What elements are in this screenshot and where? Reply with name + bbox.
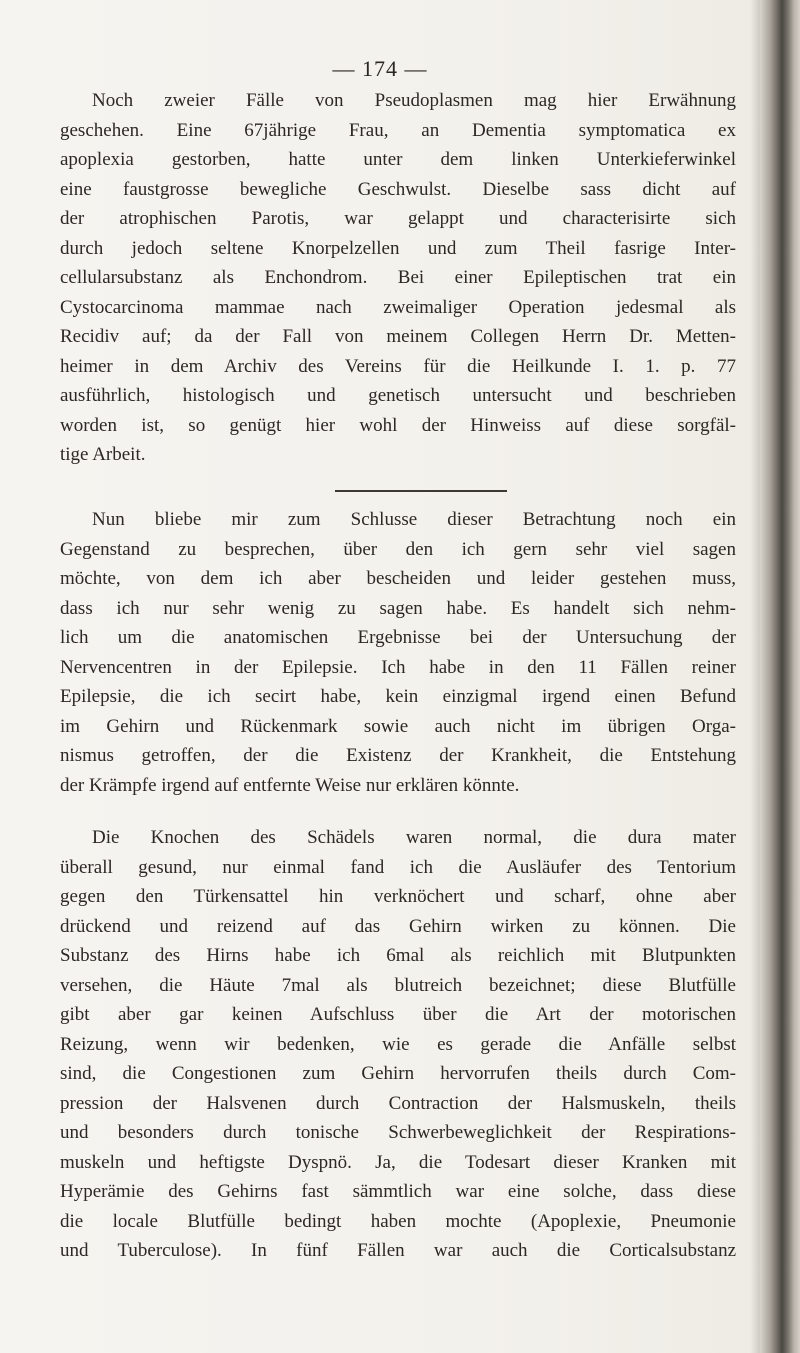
text-line: heimer in dem Archiv des Vereins für die Heilkunde I. 1. p. 77 bbox=[60, 355, 736, 377]
text-line: pression der Halsvenen durch Contraction der Halsmuskeln, theils bbox=[60, 1092, 736, 1114]
text-line: durch jedoch seltene Knorpelzellen und zum Theil fasrige Inter- bbox=[60, 237, 736, 259]
text-line: apoplexia gestorben, hatte unter dem linken Unterkieferwinkel bbox=[60, 149, 736, 170]
text-line: überall gesund, nur einmal fand ich die Ausläufer des Tentorium bbox=[60, 856, 736, 878]
text-line: Die Knochen des Schädels waren normal, die dura mater bbox=[92, 827, 736, 848]
text-line: Cystocarcinoma mammae nach zweimaliger Operation jedesmal als bbox=[60, 296, 736, 318]
page-number-header: — 174 — bbox=[332, 56, 428, 81]
text-line: im Gehirn und Rückenmark sowie auch nicht im übrigen Orga- bbox=[60, 715, 736, 737]
text-line: dass ich nur sehr wenig zu sagen habe. Es handelt sich nehm- bbox=[60, 597, 736, 619]
text-line: Substanz des Hirns habe ich 6mal als reichlich mit Blutpunkten bbox=[60, 945, 736, 966]
text-line: Reizung, wenn wir bedenken, wie es gerade die Anfälle selbst bbox=[60, 1033, 736, 1055]
text-line: Gegenstand zu besprechen, über den ich gern sehr viel sagen bbox=[60, 538, 736, 560]
paragraph-nervencentren bbox=[60, 505, 736, 800]
text-line: geschehen. Eine 67jährige Frau, an Dementia symptomatica ex bbox=[60, 119, 736, 141]
text-line: Epilepsie, die ich secirt habe, kein einzigmal irgend einen Befund bbox=[60, 686, 736, 707]
text-line: sind, die Congestionen zum Gehirn hervorrufen theils durch Com- bbox=[60, 1063, 736, 1084]
text-line: Hyperämie des Gehirns fast sämmtlich war eine solche, dass diese bbox=[60, 1181, 736, 1202]
text-line: gibt aber gar keinen Aufschluss über die Art der motorischen bbox=[60, 1004, 736, 1025]
paragraph-schaedel bbox=[60, 823, 736, 1266]
text-line: drückend und reizend auf das Gehirn wirken zu können. Die bbox=[60, 915, 736, 937]
text-line: möchte, von dem ich aber bescheiden und leider gestehen muss, bbox=[60, 568, 736, 589]
text-line: cellularsubstanz als Enchondrom. Bei einer Epileptischen trat ein bbox=[60, 267, 736, 288]
text-line: Nervencentren in der Epilepsie. Ich habe in den 11 Fällen reiner bbox=[60, 656, 736, 678]
text-line: Noch zweier Fälle von Pseudoplasmen mag hier Erwähnung bbox=[92, 90, 736, 111]
binding-shadow bbox=[750, 0, 760, 1353]
text-line: die locale Blutfülle bedingt haben mochte (Apoplexie, Pneumonie bbox=[60, 1210, 736, 1232]
text-line: Nun bliebe mir zum Schlusse dieser Betrachtung noch ein bbox=[92, 509, 736, 530]
text-line: der Krämpfe irgend auf entfernte Weise nur erklären könnte. bbox=[60, 774, 520, 796]
book-binding bbox=[760, 0, 800, 1353]
text-line: tige Arbeit. bbox=[60, 444, 146, 465]
section-divider bbox=[335, 490, 507, 492]
text-line: lich um die anatomischen Ergebnisse bei der Untersuchung der bbox=[60, 627, 736, 648]
text-line: versehen, die Häute 7mal als blutreich bezeichnet; diese Blutfülle bbox=[60, 974, 736, 996]
text-line: Recidiv auf; da der Fall von meinem Collegen Herrn Dr. Metten- bbox=[60, 326, 736, 347]
text-line: und Tuberculose). In fünf Fällen war auch die Corticalsubstanz bbox=[60, 1240, 736, 1261]
text-line: nismus getroffen, der die Existenz der Krankheit, die Entstehung bbox=[60, 745, 736, 766]
text-line: ausführlich, histologisch und genetisch untersucht und beschrieben bbox=[60, 385, 736, 406]
text-line: worden ist, so genügt hier wohl der Hinweiss auf diese sorgfäl- bbox=[60, 414, 736, 436]
paragraph-pseudoplasmen bbox=[60, 86, 736, 470]
text-line: gegen den Türkensattel hin verknöchert und scharf, ohne aber bbox=[60, 886, 736, 907]
text-line: muskeln und heftigste Dyspnö. Ja, die Todesart dieser Kranken mit bbox=[60, 1151, 736, 1173]
text-line: und besonders durch tonische Schwerbeweglichkeit der Respirations- bbox=[60, 1122, 736, 1143]
text-line: der atrophischen Parotis, war gelappt und characterisirte sich bbox=[60, 208, 736, 229]
text-line: eine faustgrosse bewegliche Geschwulst. Dieselbe sass dicht auf bbox=[60, 178, 736, 200]
